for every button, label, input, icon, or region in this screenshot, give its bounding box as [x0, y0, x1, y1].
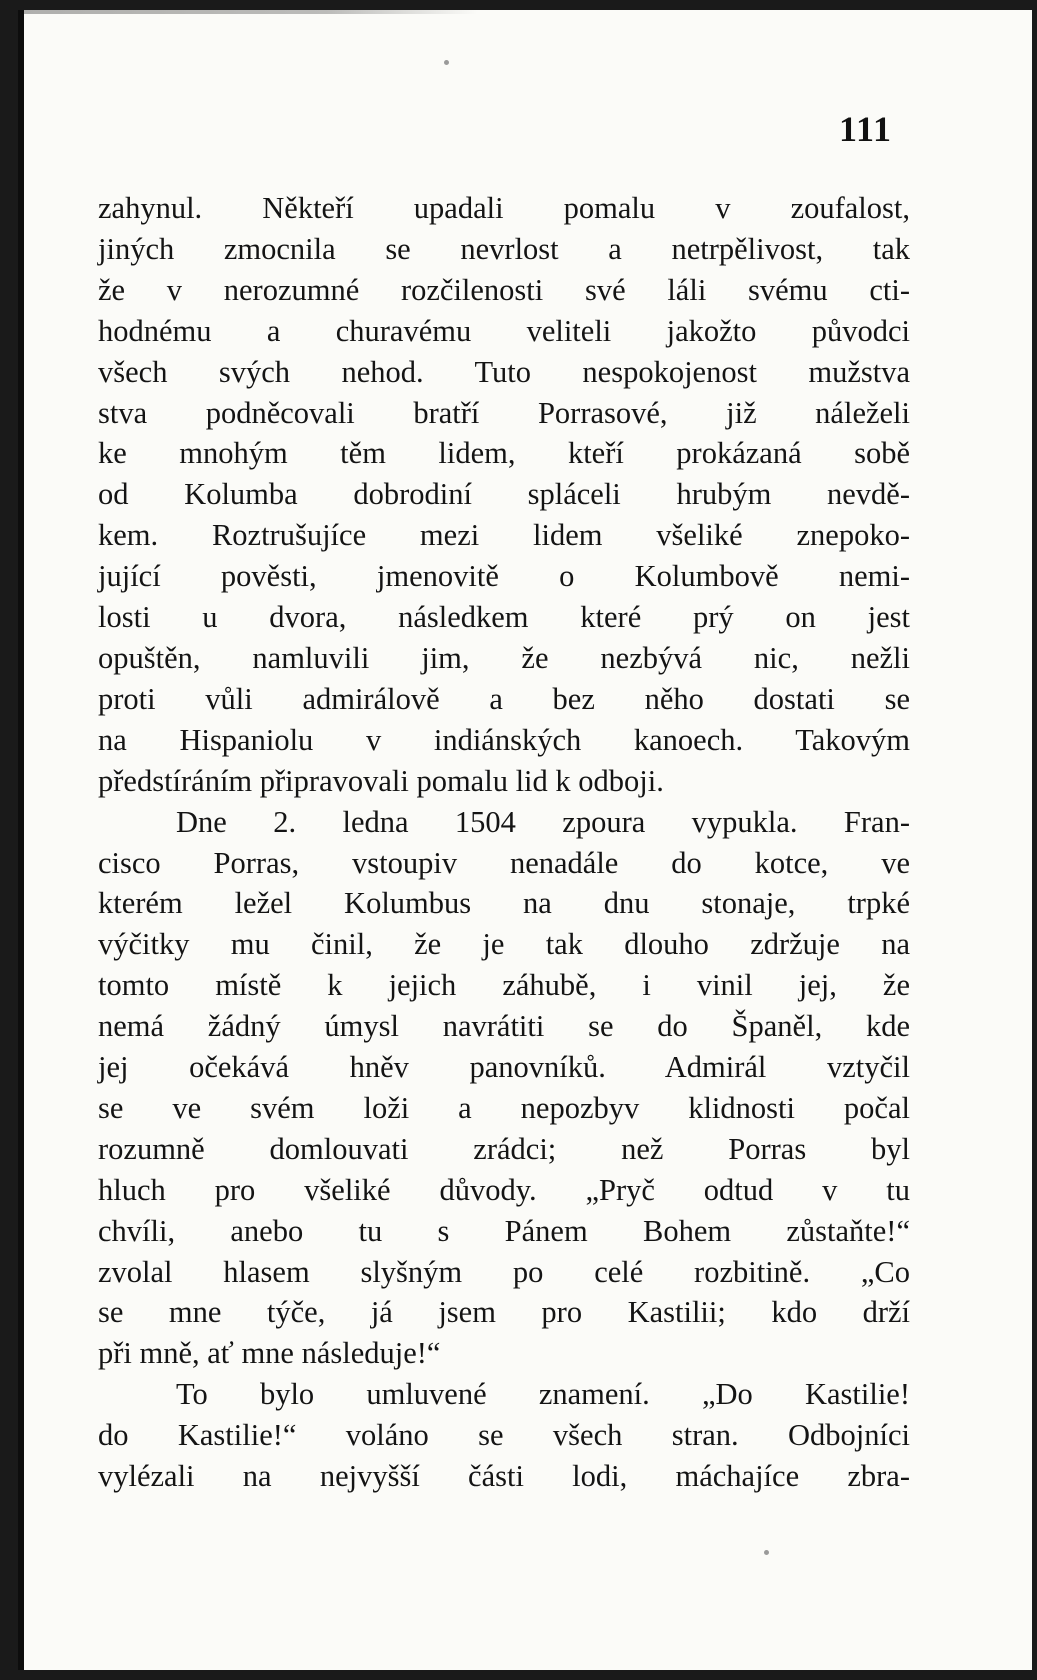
scanned-page: [18, 10, 1032, 1670]
text-line: od Kolumba dobrodiní spláceli hrubým nevdě-: [98, 477, 910, 512]
text-line: na Hispaniolu v indiánských kanoech. Takovým: [98, 722, 910, 757]
text-line: ke mnohým těm lidem, kteří prokázaná sobě: [98, 436, 910, 471]
text-line: do Kastilie!“ voláno se všech stran. Odbojníci: [98, 1418, 910, 1453]
paragraph-start-line: To bylo umluvené znamení. „Do Kastilie!: [176, 1377, 910, 1412]
text-line: proti vůli admirálově a bez něho dostati se: [98, 681, 910, 716]
scan-speck: [444, 60, 449, 65]
text-line: vylézali na nejvyšší části lodi, máchajíce zbra-: [98, 1459, 910, 1494]
text-line: nemá žádný úmysl navrátiti se do Španěl, kde: [98, 1009, 910, 1044]
text-line: chvíli, anebo tu s Pánem Bohem zůstaňte!“: [98, 1213, 910, 1248]
text-line: se mne týče, já jsem pro Kastilii; kdo drží: [98, 1295, 910, 1330]
text-line: všech svých nehod. Tuto nespokojenost mužstva: [98, 354, 910, 389]
text-line: výčitky mu činil, že je tak dlouho zdržuje na: [98, 927, 910, 962]
text-line: hodnému a churavému veliteli jakožto původci: [98, 313, 910, 348]
text-line: hluch pro všeliké důvody. „Pryč odtud v tu: [98, 1172, 910, 1207]
paragraph-end-line: při mně, ať mne následuje!“: [98, 1336, 441, 1371]
text-line: zvolal hlasem slyšným po celé rozbitině. „Co: [98, 1254, 910, 1289]
text-line: cisco Porras, vstoupiv nenadále do kotce, ve: [98, 845, 910, 880]
text-line: jiných zmocnila se nevrlost a netrpělivost, tak: [98, 231, 910, 266]
text-line: kem. Roztrušujíce mezi lidem všeliké znepoko-: [98, 518, 910, 553]
text-line: rozumně domlouvati zrádci; než Porras byl: [98, 1131, 910, 1166]
text-line: že v nerozumné rozčilenosti své láli svému cti-: [98, 272, 910, 307]
text-line: losti u dvora, následkem které prý on jest: [98, 600, 910, 635]
text-line: jující pověsti, jmenovitě o Kolumbově nemi-: [98, 559, 910, 594]
text-line: zahynul. Někteří upadali pomalu v zoufalost,: [98, 191, 910, 225]
body-text: [98, 188, 910, 1497]
text-line: jej očekává hněv panovníků. Admirál vztyčil: [98, 1050, 910, 1085]
text-line: opuštěn, namluvili jim, že nezbývá nic, nežli: [98, 640, 910, 675]
paragraph-end-line: předstíráním připravovali pomalu lid k odboji.: [98, 763, 664, 798]
text-line: stva podněcovali bratří Porrasové, již náleželi: [98, 395, 910, 430]
scan-speck: [764, 1550, 769, 1555]
text-line: kterém ležel Kolumbus na dnu stonaje, trpké: [98, 886, 910, 921]
text-line: se ve svém loži a nepozbyv klidnosti počal: [98, 1090, 910, 1125]
page-number: 111: [838, 109, 892, 149]
text-line: tomto místě k jejich záhubě, i vinil jej, že: [98, 968, 910, 1003]
paragraph-start-line: Dne 2. ledna 1504 zpoura vypukla. Fran-: [176, 804, 910, 839]
